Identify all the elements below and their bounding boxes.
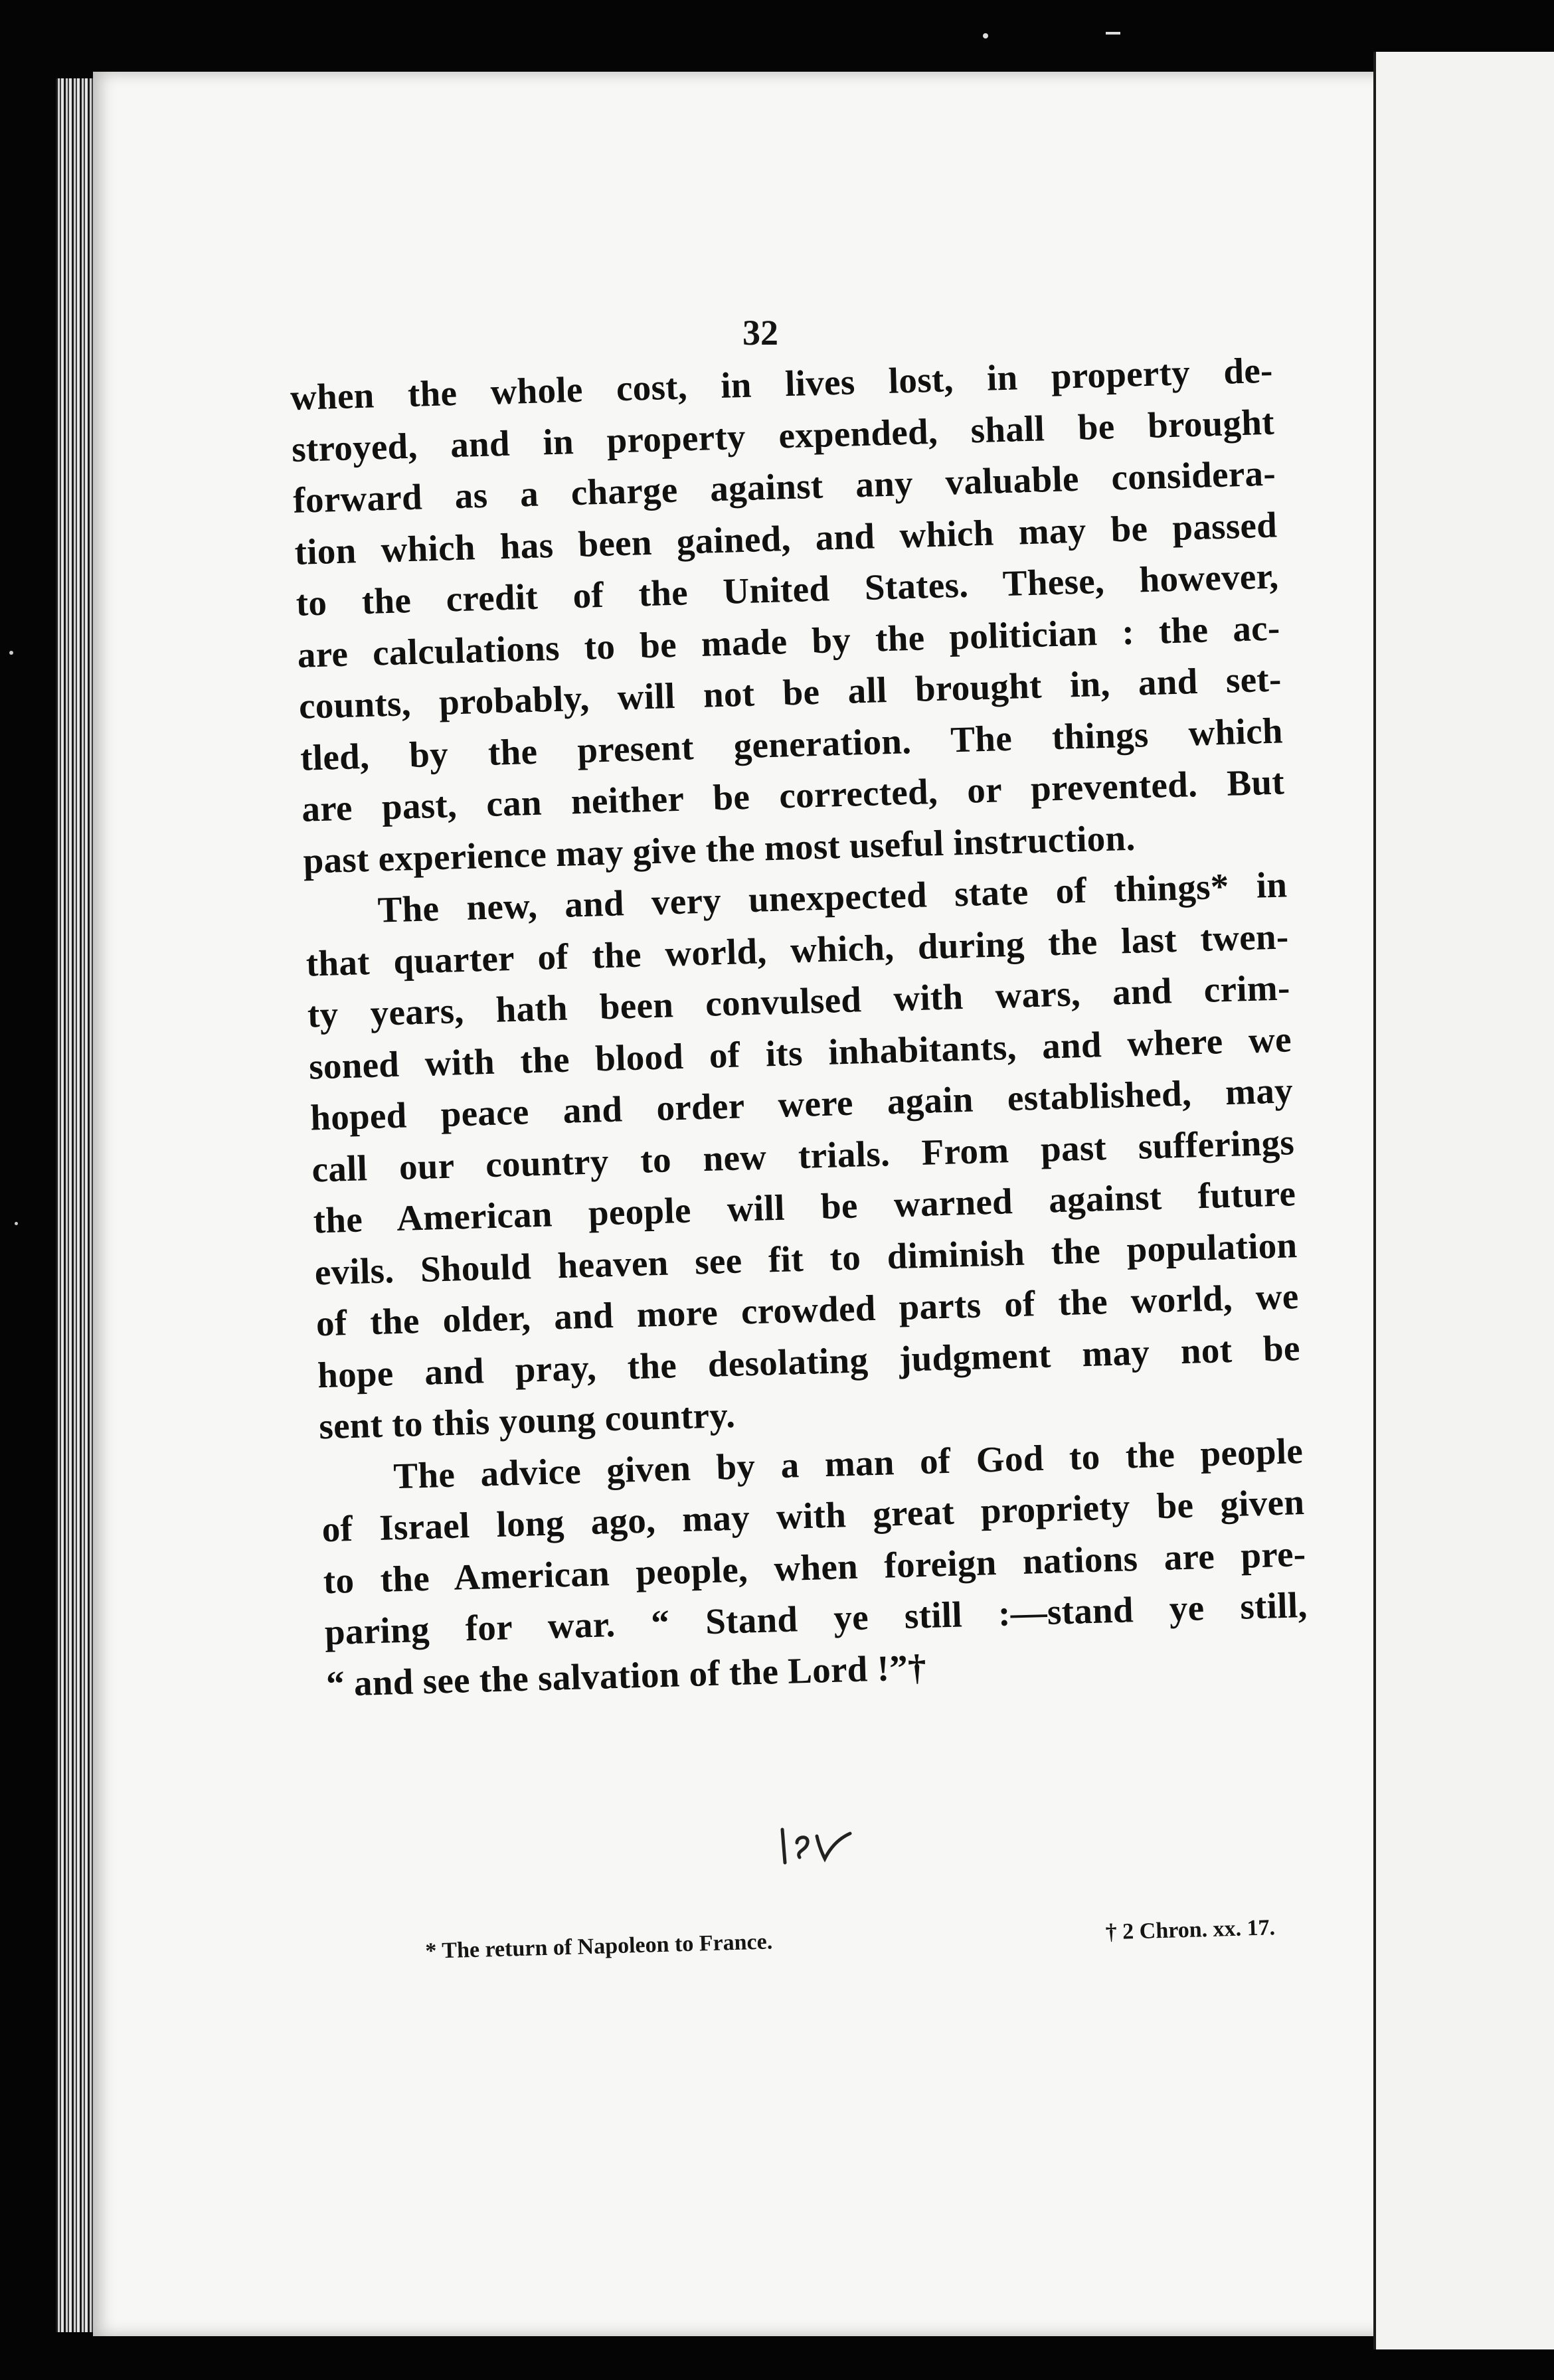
- text-line: ty years, hath been convulsed with wars, and crim-: [307, 967, 1291, 1035]
- book-page-edges: [56, 78, 96, 2332]
- text-line: paring for war. “ Stand ye still :—stand ye still,: [324, 1584, 1308, 1653]
- text-line: tled, by the present generation. The things which: [300, 709, 1284, 778]
- text-line: hope and pray, the desolating judgment may not be: [317, 1327, 1301, 1395]
- text-line: call our country to new trials. From past sufferings: [311, 1121, 1295, 1190]
- text-line: soned with the blood of its inhabitants, and where we: [308, 1018, 1292, 1087]
- text-line: tion which has been gained, and which may be passed: [294, 504, 1278, 572]
- text-line: of the older, and more crowded parts of the world, we: [315, 1276, 1300, 1344]
- page-number: 32: [742, 313, 778, 353]
- text-line: are past, can neither be corrected, or prevented. But: [301, 761, 1285, 829]
- text-line: to the American people, when foreign nations are pre-: [322, 1533, 1307, 1601]
- text-line: forward as a charge against any valuable considera-: [292, 452, 1276, 521]
- scan-speck: [1106, 32, 1120, 35]
- text-line: The new, and very unexpected state of things* in: [377, 864, 1288, 930]
- text-line: when the whole cost, in lives lost, in property de-: [290, 349, 1274, 418]
- footnote-chronicles: † 2 Chron. xx. 17.: [1105, 1915, 1276, 1945]
- text-line: that quarter of the world, which, during the last twen-: [305, 915, 1290, 984]
- text-line: stroyed, and in property expended, shall be brought: [291, 401, 1275, 469]
- scan-speck: [15, 1222, 18, 1225]
- text-line: of Israel long ago, may with great propriety be given: [321, 1482, 1305, 1550]
- body-text: [290, 345, 1310, 1710]
- text-line: hoped peace and order were again established, may: [309, 1070, 1294, 1138]
- text-line: past experience may give the most useful instruction.: [302, 817, 1136, 881]
- text-line: sent to this young country.: [318, 1394, 736, 1447]
- text-line: evils. Should heaven see fit to diminish the population: [314, 1224, 1298, 1292]
- scan-speck: [983, 33, 988, 39]
- handwritten-annotation: [777, 1816, 857, 1876]
- text-line: The advice given by a man of God to the people: [392, 1430, 1304, 1496]
- text-line: are calculations to be made by the politician : the ac-: [297, 607, 1281, 675]
- scan-speck: [9, 651, 13, 655]
- text-line: “ and see the salvation of the Lord !”†: [325, 1646, 927, 1704]
- text-line: counts, probably, will not be all brought in, and set-: [298, 658, 1282, 726]
- text-line: to the credit of the United States. These, however,: [295, 555, 1280, 624]
- footnote-napoleon: * The return of Napoleon to France.: [425, 1929, 773, 1964]
- text-line: the American people will be warned against future: [312, 1173, 1296, 1241]
- facing-page-edge: [1373, 52, 1554, 2349]
